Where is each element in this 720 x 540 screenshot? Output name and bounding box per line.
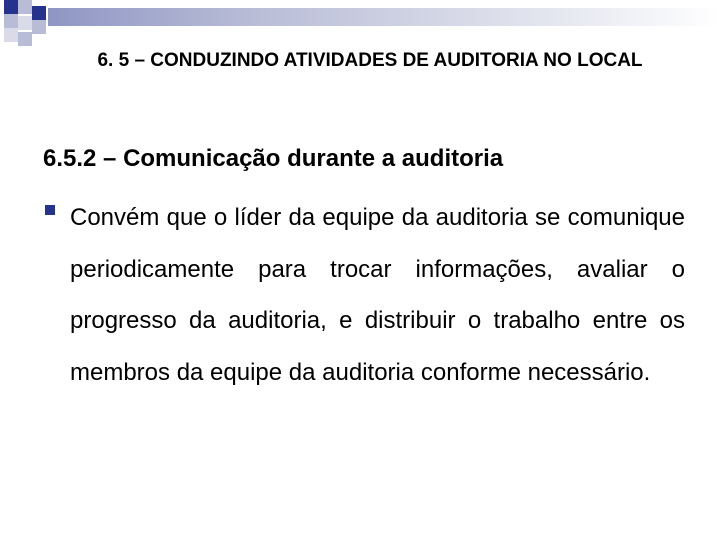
decorative-square (18, 0, 32, 14)
decorative-square (4, 0, 18, 14)
bullet-text: Convém que o líder da equipe da auditoria se comunique periodicamente para trocar informações, avaliar o progresso da auditoria, e distribuir o trabalho entre os membros da equipe da auditoria conforme necessário. (70, 204, 685, 386)
decorative-square (18, 16, 32, 30)
slide-title: 6. 5 – CONDUZINDO ATIVIDADES DE AUDITORIA NO LOCAL (97, 50, 643, 71)
decorative-square (32, 6, 46, 20)
section-heading: 6.5.2 – Comunicação durante a auditoria (43, 145, 504, 172)
decorative-square (18, 32, 32, 46)
decorative-square (4, 14, 18, 28)
bullet-square-icon (45, 205, 55, 215)
decorative-square (32, 20, 46, 34)
decorative-gradient-bar (48, 8, 720, 26)
decorative-square (4, 28, 18, 42)
